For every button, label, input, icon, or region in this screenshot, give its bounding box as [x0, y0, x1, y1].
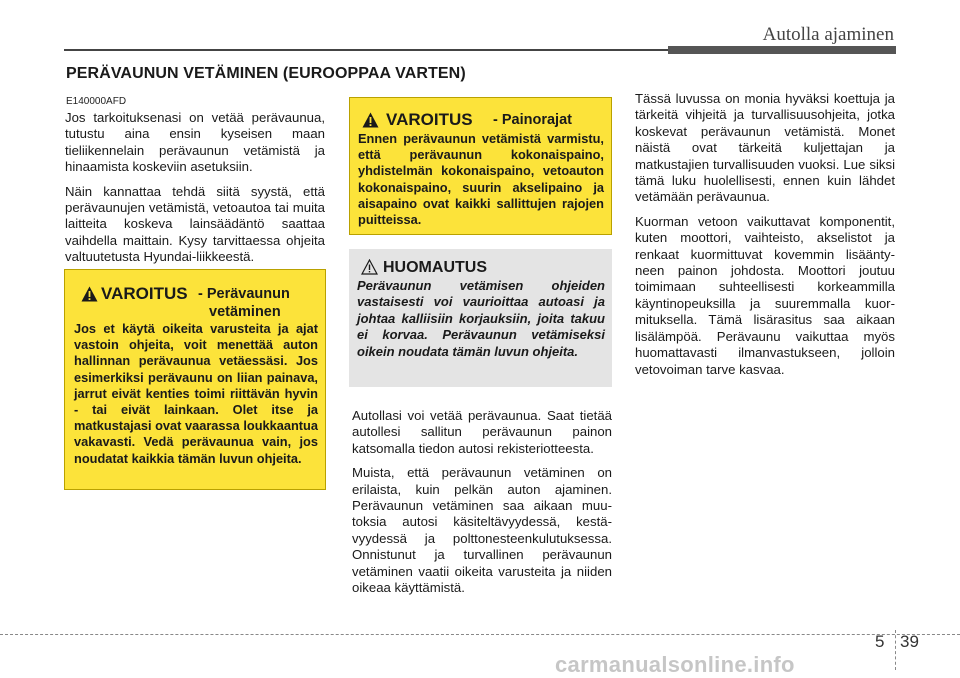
- page-number-separator: [895, 630, 896, 670]
- paragraph: Muista, että perävaunun vetäminen on erilaista, kuin pelkän auton ajaminen. Perävaunun vetäminen saa aikaan muutoksia autosi käsiteltävyydessä, kestävyydessä ja polttonesteenkulutuksessa. Onnistunut ja turvallinen perävaunun vetäminen vaatii oikeita varusteita ja niiden oikeaa käyttämistä.: [352, 465, 612, 596]
- watermark: carmanualsonline.info: [555, 652, 795, 677]
- paragraph: Tässä luvussa on monia hyväksi koettuja ja tärkeitä vihjeitä ja turvallisuusohjeita, jotka koskevat perävaunun vetämistä. Monet näistä ovat tärkeitä kuljettajan ja matkustajien turvallisuuden vuoksi. Lue siksi tämä luku huolellisesti, ennen kuin lähdet vetämään perävaunua.: [635, 91, 895, 205]
- section-code: E140000AFD: [66, 96, 127, 107]
- column-1: [65, 110, 325, 274]
- caution-triangle-icon: [361, 259, 378, 275]
- paragraph: Jos tarkoituksenasi on vetää perävaunua, tutustu aina ensin kyseisen maan tieliikennelain perävaunun vetämistä ja hinaamista koskeviin asetuksiin.: [65, 110, 325, 175]
- notice-box: [349, 249, 612, 387]
- chapter-number: 5: [875, 632, 885, 651]
- section-title: PERÄVAUNUN VETÄMINEN (EUROOPPAA VARTEN): [66, 65, 466, 82]
- paragraph: Näin kannattaa tehdä siitä syystä, että perävaunujen vetämistä, vetoautoa tai muita laitteita koskeva lainsäädäntö saattaa vaihdella maittain. Kysy tarvittaessa ohjeita valtuutetusta Hyundai-liikkeestä.: [65, 183, 325, 265]
- running-title: Autolla ajaminen: [762, 24, 894, 45]
- warning-body: Ennen perävaunun vetämistä varmistu, että perävaunun kokonaispaino, yhdistelmän kokonaispaino, vetoauton kokonaispaino, suurin akselipaino ja aisapaino ovat kaikki sallittujen rajojen puitteissa.: [358, 131, 604, 228]
- warning-subtitle-cont: vetäminen: [209, 304, 281, 320]
- notice-body: Perävaunun vetämisen ohjeiden vastaisesti voi vaurioittaa autoasi ja johtaa kalliisiin korjauksiin, joita takuu ei korvaa. Perävaunun vetämiseksi oikein noudata tämän luvun ohjeita.: [357, 278, 605, 359]
- page-number: 39: [900, 632, 919, 651]
- warning-subtitle: - Painorajat: [493, 112, 572, 128]
- warning-triangle-icon: [362, 112, 379, 128]
- paragraph: Autollasi voi vetää perävaunua. Saat tietää autollesi sallitun perävaunun painon katsomalla tiedon autosi rekisteriotteesta.: [352, 408, 612, 456]
- notice-title: HUOMAUTUS: [383, 259, 487, 276]
- column-3: [635, 91, 895, 386]
- warning-box-trailer: [64, 269, 326, 490]
- warning-triangle-icon: [81, 286, 98, 302]
- footer-rule: [0, 634, 960, 635]
- header-bar: [668, 46, 896, 54]
- paragraph: Kuorman vetoon vaikuttavat komponentit, kuten moottori, vaihteisto, akselistot ja renkaat kuormittuvat kovemmin lisääntyneen painon johdosta. Moottori joutuu toimimaan suhteellisesti korkeammilla käyntinopeuksilla ja suuremmalla kuormituksella. Tämä lisärasitus saa aikaan lisälämpöä. Perävaunu vaikuttaa myös huomattavasti ilmanvastukseen, jolloin vetovoiman tarve kasvaa.: [635, 213, 895, 377]
- warning-body: Jos et käytä oikeita varusteita ja ajat vastoin ohjeita, voit menettää auton hallinnan perävaunua vetäessäsi. Jos esimerkiksi perävaunu on liian painava, jarrut eivät kenties toimi riittävän hyvin - tai eivät lainkaan. Olet itse ja matkustajasi ovat vaarassa loukkaantua vakavasti. Vedä perävaunua vain, jos noudatat kaikkia tämän luvun ohjeita.: [74, 321, 318, 466]
- warning-word: VAROITUS: [101, 284, 188, 303]
- warning-word: VAROITUS: [386, 110, 473, 129]
- warning-box-weight-limits: [349, 97, 612, 235]
- column-2: [352, 408, 612, 604]
- warning-subtitle: - Perävaunun: [198, 286, 290, 302]
